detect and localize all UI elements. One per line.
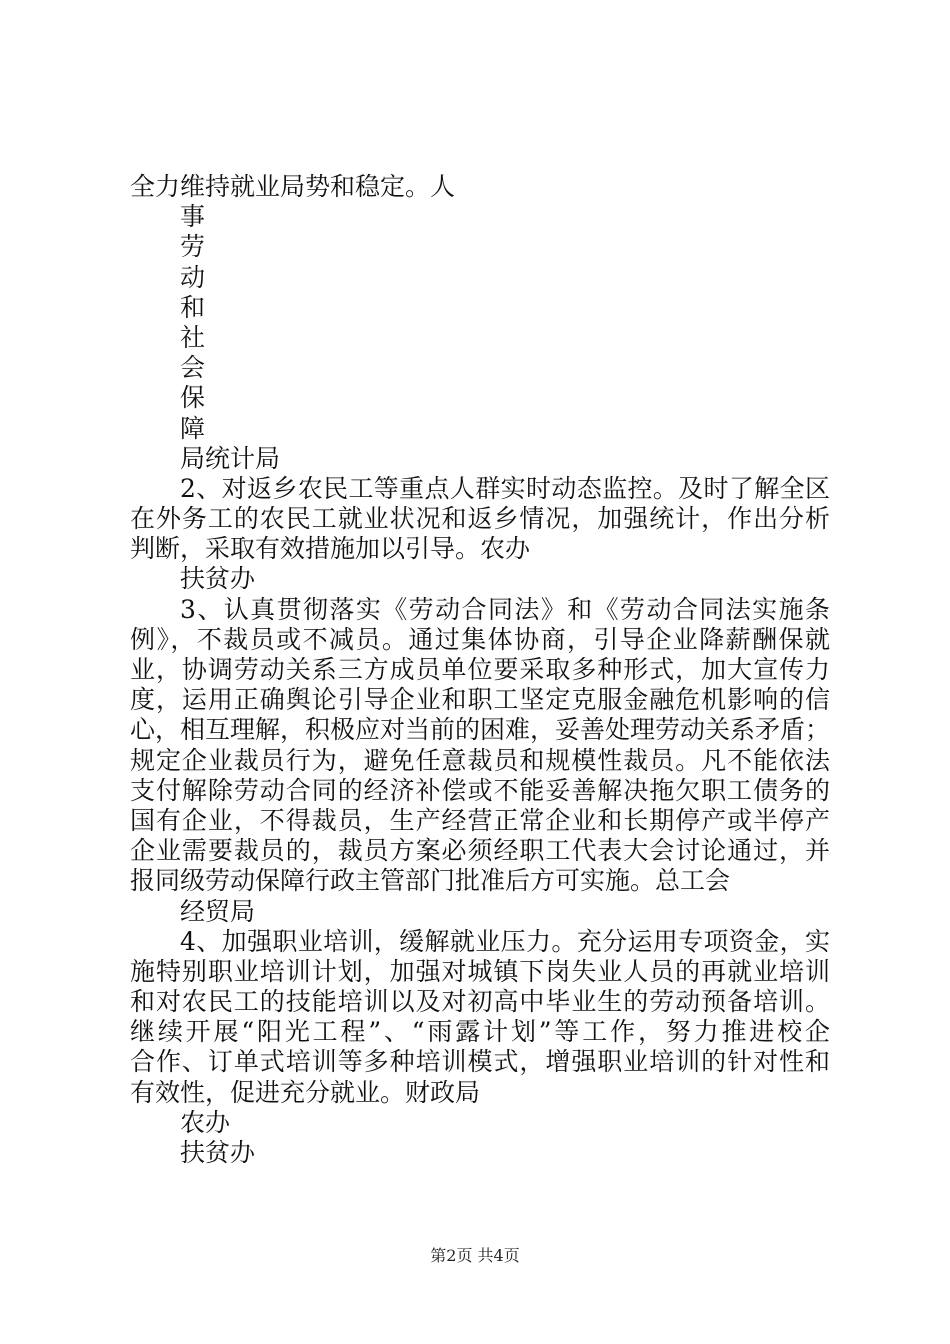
paragraph-4-line: 合作、订单式培训等多种培训模式，增强职业培训的针对性和 bbox=[130, 1047, 830, 1077]
text-line: 农办 bbox=[180, 1107, 231, 1137]
paragraph-3-line: 规定企业裁员行为，避免任意裁员和规模性裁员。凡不能依法 bbox=[130, 745, 830, 775]
paragraph-3-line: 例》，不裁员或不减员。通过集体协商，引导企业降薪酬保就 bbox=[130, 624, 830, 654]
page-number-footer: 第2页 共4页 bbox=[430, 1246, 520, 1265]
text-line: 障 bbox=[180, 413, 206, 443]
paragraph-3-line: 业，协调劳动关系三方成员单位要采取多种形式，加大宣传力 bbox=[130, 655, 830, 684]
paragraph-2-line: 2、对返乡农民工等重点人群实时动态监控。及时了解全区 bbox=[180, 473, 830, 503]
text-line: 动 bbox=[180, 262, 206, 292]
text-line: 扶贫办 bbox=[180, 1138, 256, 1167]
paragraph-2-line: 在外务工的农民工就业状况和返乡情况，加强统计，作出分析 bbox=[130, 504, 830, 534]
text-line: 事 bbox=[180, 202, 206, 232]
paragraph-3-line: 3、认真贯彻落实《劳动合同法》和《劳动合同法实施条 bbox=[180, 594, 830, 624]
paragraph-3-line: 度，运用正确舆论引导企业和职工坚定克服金融危机影响的信 bbox=[130, 685, 830, 715]
paragraph-4-line: 施特别职业培训计划，加强对城镇下岗失业人员的再就业培训 bbox=[130, 956, 830, 986]
paragraph-4-line: 有效性，促进充分就业。财政局 bbox=[130, 1077, 481, 1107]
paragraph-3-line: 报同级劳动保障行政主管部门批准后方可实施。总工会 bbox=[130, 866, 731, 896]
paragraph-3-line: 心，相互理解，积极应对当前的困难，妥善处理劳动关系矛盾； bbox=[130, 715, 831, 745]
text-line: 会 bbox=[180, 353, 206, 383]
text-line: 保 bbox=[180, 383, 206, 413]
document-body bbox=[130, 172, 830, 1168]
paragraph-3-line: 支付解除劳动合同的经济补偿或不能妥善解决拖欠职工债务的 bbox=[130, 775, 830, 805]
paragraph-4-line: 4、加强职业培训，缓解就业压力。充分运用专项资金，实 bbox=[180, 926, 830, 956]
text-line: 全力维持就业局势和稳定。人 bbox=[130, 172, 456, 201]
text-line: 局统计局 bbox=[180, 443, 281, 473]
paragraph-3-line: 国有企业，不得裁员，生产经营正常企业和长期停产或半停产 bbox=[130, 805, 830, 835]
paragraph-3-line: 企业需要裁员的，裁员方案必须经职工代表大会讨论通过，并 bbox=[130, 836, 830, 866]
text-line: 和 bbox=[180, 292, 206, 322]
paragraph-4-line: 继续开展“阳光工程”、“雨露计划”等工作，努力推进校企 bbox=[130, 1017, 830, 1047]
text-line: 扶贫办 bbox=[180, 564, 256, 594]
paragraph-2-line: 判断，采取有效措施加以引导。农办 bbox=[130, 534, 531, 564]
text-line: 经贸局 bbox=[180, 896, 256, 926]
paragraph-4-line: 和对农民工的技能培训以及对初高中毕业生的劳动预备培训。 bbox=[130, 987, 830, 1017]
text-line: 劳 bbox=[180, 232, 206, 262]
text-line: 社 bbox=[180, 322, 206, 352]
